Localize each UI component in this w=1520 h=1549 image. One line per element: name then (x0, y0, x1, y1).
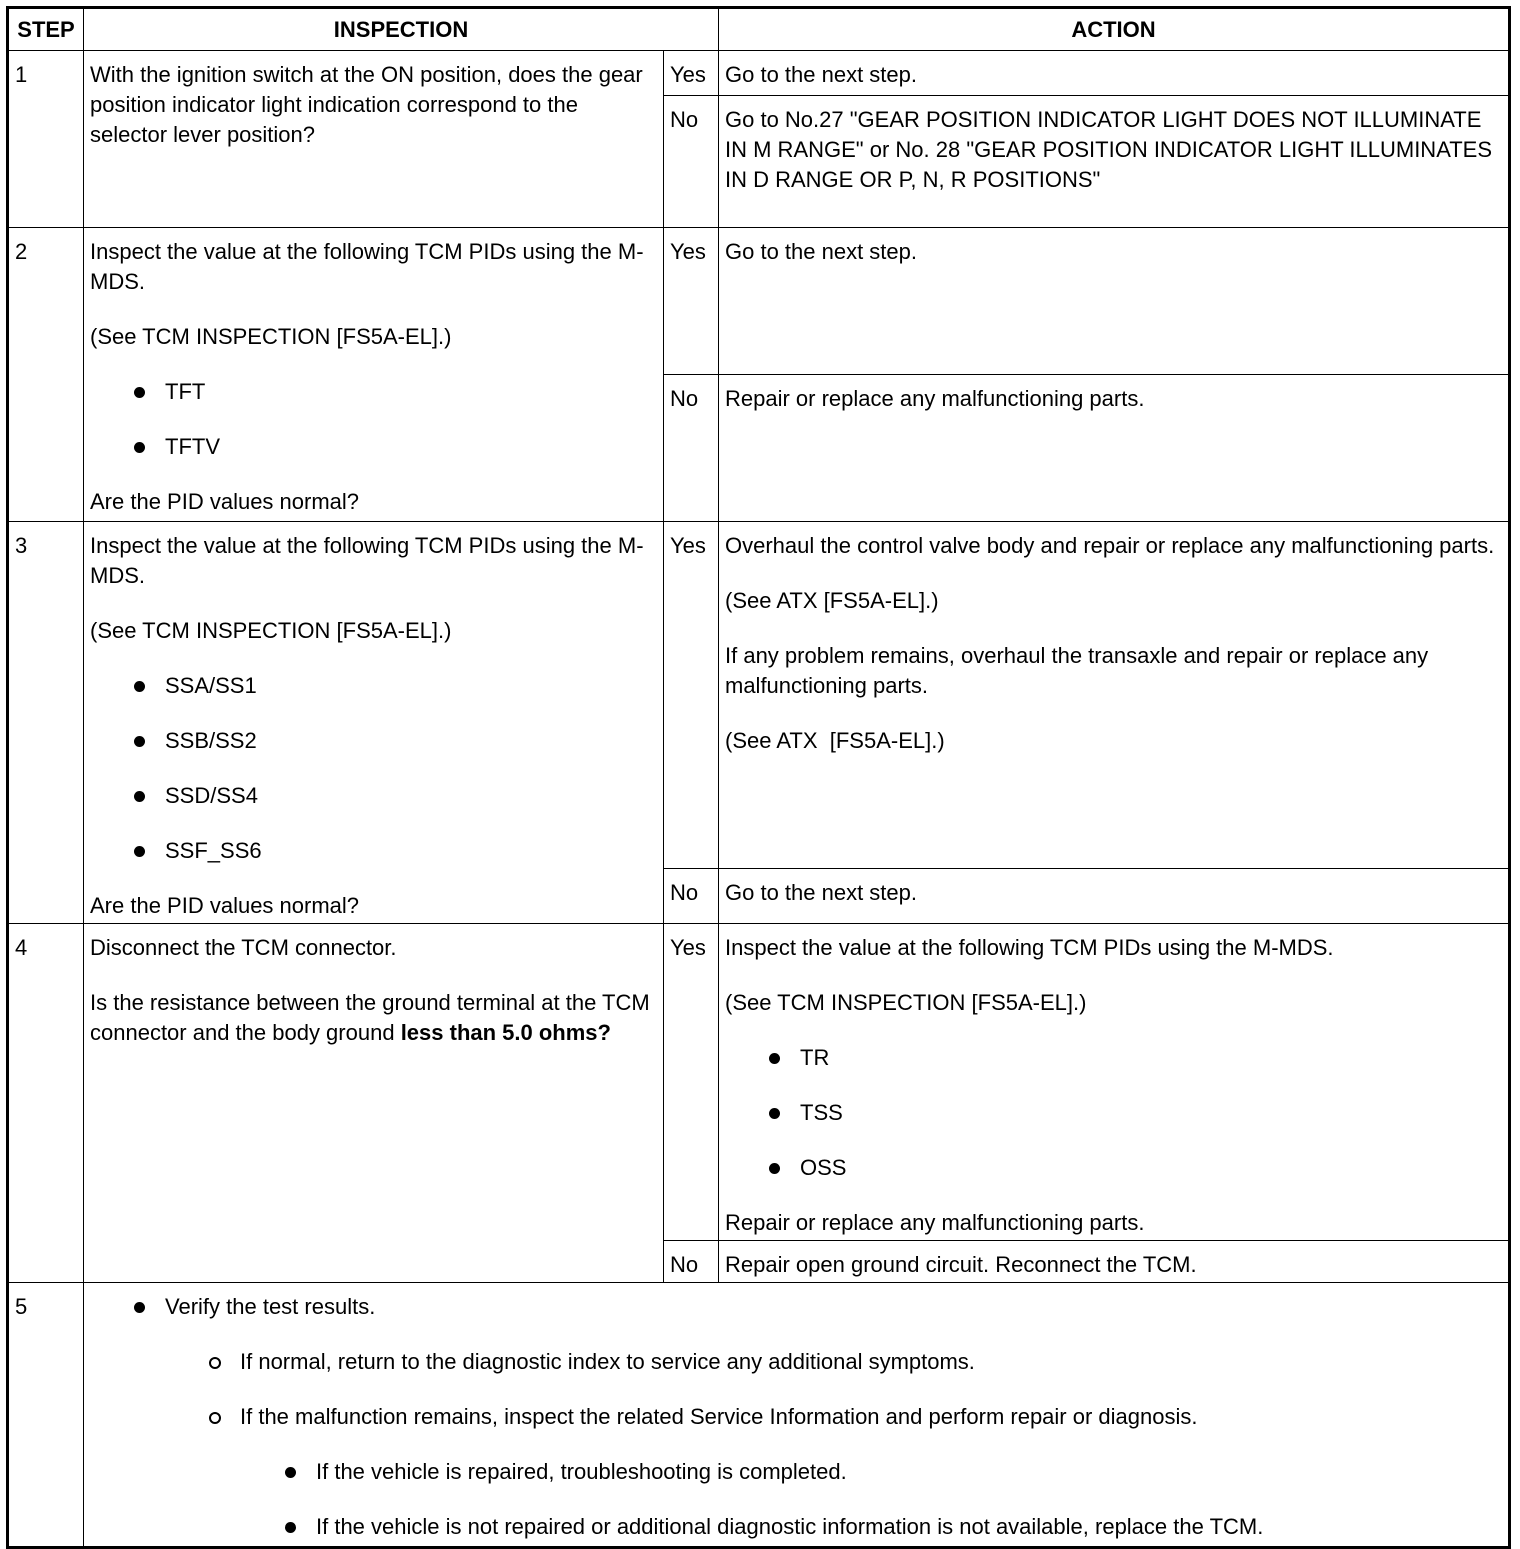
step-1-yes-row (8, 51, 1510, 96)
step-2-yes-row (8, 228, 1510, 375)
step-2-intro: Inspect the value at the following TCM PIDs using the M-MDS. (90, 239, 644, 294)
step-3-reference: (See TCM INSPECTION [FS5A-EL].) (90, 618, 452, 643)
step-2-yes-label: Yes (664, 228, 719, 375)
step-4-yes-reference: (See TCM INSPECTION [FS5A-EL].) (725, 990, 1087, 1015)
step-1-number: 1 (8, 51, 84, 228)
step-1-no-action: Go to No.27 "GEAR POSITION INDICATOR LIGHT DOES NOT ILLUMINATE IN M RANGE" or No. 28 "GEAR POSITION INDICATOR LIGHT ILLUMINATES IN D RANGE OR P, N, R POSITIONS" (719, 96, 1510, 228)
step-1-yes-label: Yes (664, 51, 719, 96)
step-2-pid-list (90, 377, 658, 462)
list-item: SSB/SS2 (90, 726, 658, 756)
step-4-question (90, 988, 658, 1048)
step-2-question: Are the PID values normal? (90, 489, 360, 514)
step-4-yes-intro: Inspect the value at the following TCM PIDs using the M-MDS. (725, 935, 1334, 960)
step-2-no-label: No (664, 375, 719, 522)
step-4-no-action: Repair open ground circuit. Reconnect the TCM. (719, 1241, 1510, 1283)
step-3-yes-reference-2: (See ATX [FS5A-EL].) (725, 728, 945, 753)
step-4-yes-repair: Repair or replace any malfunctioning parts. (725, 1210, 1145, 1235)
list-item: If the vehicle is repaired, troubleshooting is completed. (90, 1457, 1503, 1487)
step-1-no-label: No (664, 96, 719, 228)
step-4-yes-label: Yes (664, 924, 719, 1241)
step-3-pid-list (90, 671, 658, 866)
step-3-inspection (84, 522, 664, 924)
diagnostic-table (6, 6, 1511, 1549)
header-step: STEP (8, 8, 84, 51)
step-4-yes-action (719, 924, 1510, 1241)
step-4-no-label: No (664, 1241, 719, 1283)
step-5-list (90, 1292, 1503, 1322)
list-item: SSF_SS6 (90, 836, 658, 866)
step-5-sublist (90, 1347, 1503, 1432)
step-5-number: 5 (8, 1283, 84, 1548)
step-5-content (84, 1283, 1510, 1548)
step-3-yes-reference-1: (See ATX [FS5A-EL].) (725, 588, 939, 613)
step-2-inspection (84, 228, 664, 522)
list-item: OSS (725, 1153, 1503, 1183)
list-item: If normal, return to the diagnostic index to service any additional symptoms. (90, 1347, 1503, 1377)
step-3-number: 3 (8, 522, 84, 924)
list-item: SSA/SS1 (90, 671, 658, 701)
step-2-yes-action: Go to the next step. (719, 228, 1510, 375)
header-action: ACTION (719, 8, 1510, 51)
step-2-no-action: Repair or replace any malfunctioning parts. (719, 375, 1510, 522)
step-3-intro: Inspect the value at the following TCM PIDs using the M-MDS. (90, 533, 644, 588)
list-item: TFT (90, 377, 658, 407)
step-1-inspection: With the ignition switch at the ON position, does the gear position indicator light indication correspond to the selector lever position? (84, 51, 664, 228)
list-item: TR (725, 1043, 1503, 1073)
step-3-yes-action (719, 522, 1510, 869)
step-3-question: Are the PID values normal? (90, 893, 360, 918)
step-4-inspection (84, 924, 664, 1283)
list-item: If the vehicle is not repaired or additional diagnostic information is not available, replace the TCM. (90, 1512, 1503, 1542)
step-3-no-action: Go to the next step. (719, 869, 1510, 924)
step-3-no-label: No (664, 869, 719, 924)
step-2-reference: (See TCM INSPECTION [FS5A-EL].) (90, 324, 452, 349)
step-3-yes-action-1: Overhaul the control valve body and repair or replace any malfunctioning parts. (725, 533, 1495, 558)
step-2-number: 2 (8, 228, 84, 522)
step-4-pid-list (725, 1043, 1503, 1183)
list-item: Verify the test results. (90, 1292, 1503, 1322)
list-item: If the malfunction remains, inspect the related Service Information and perform repair or diagnosis. (90, 1402, 1503, 1432)
list-item: SSD/SS4 (90, 781, 658, 811)
step-1-yes-action: Go to the next step. (719, 51, 1510, 96)
step-3-yes-label: Yes (664, 522, 719, 869)
list-item: TSS (725, 1098, 1503, 1128)
step-4-question-text: Is the resistance between the ground terminal at the TCM connector and the body ground (90, 990, 650, 1045)
header-row (8, 8, 1510, 51)
list-item: TFTV (90, 432, 658, 462)
step-3-yes-row (8, 522, 1510, 869)
step-5-subsublist (90, 1457, 1503, 1542)
step-4-number: 4 (8, 924, 84, 1283)
step-4-yes-row (8, 924, 1510, 1241)
step-4-instruction: Disconnect the TCM connector. (90, 935, 397, 960)
step-5-row (8, 1283, 1510, 1548)
step-4-question-bold: less than 5.0 ohms? (400, 1020, 611, 1045)
header-inspection: INSPECTION (84, 8, 719, 51)
step-3-yes-action-2: If any problem remains, overhaul the transaxle and repair or replace any malfunctioning parts. (725, 643, 1429, 698)
